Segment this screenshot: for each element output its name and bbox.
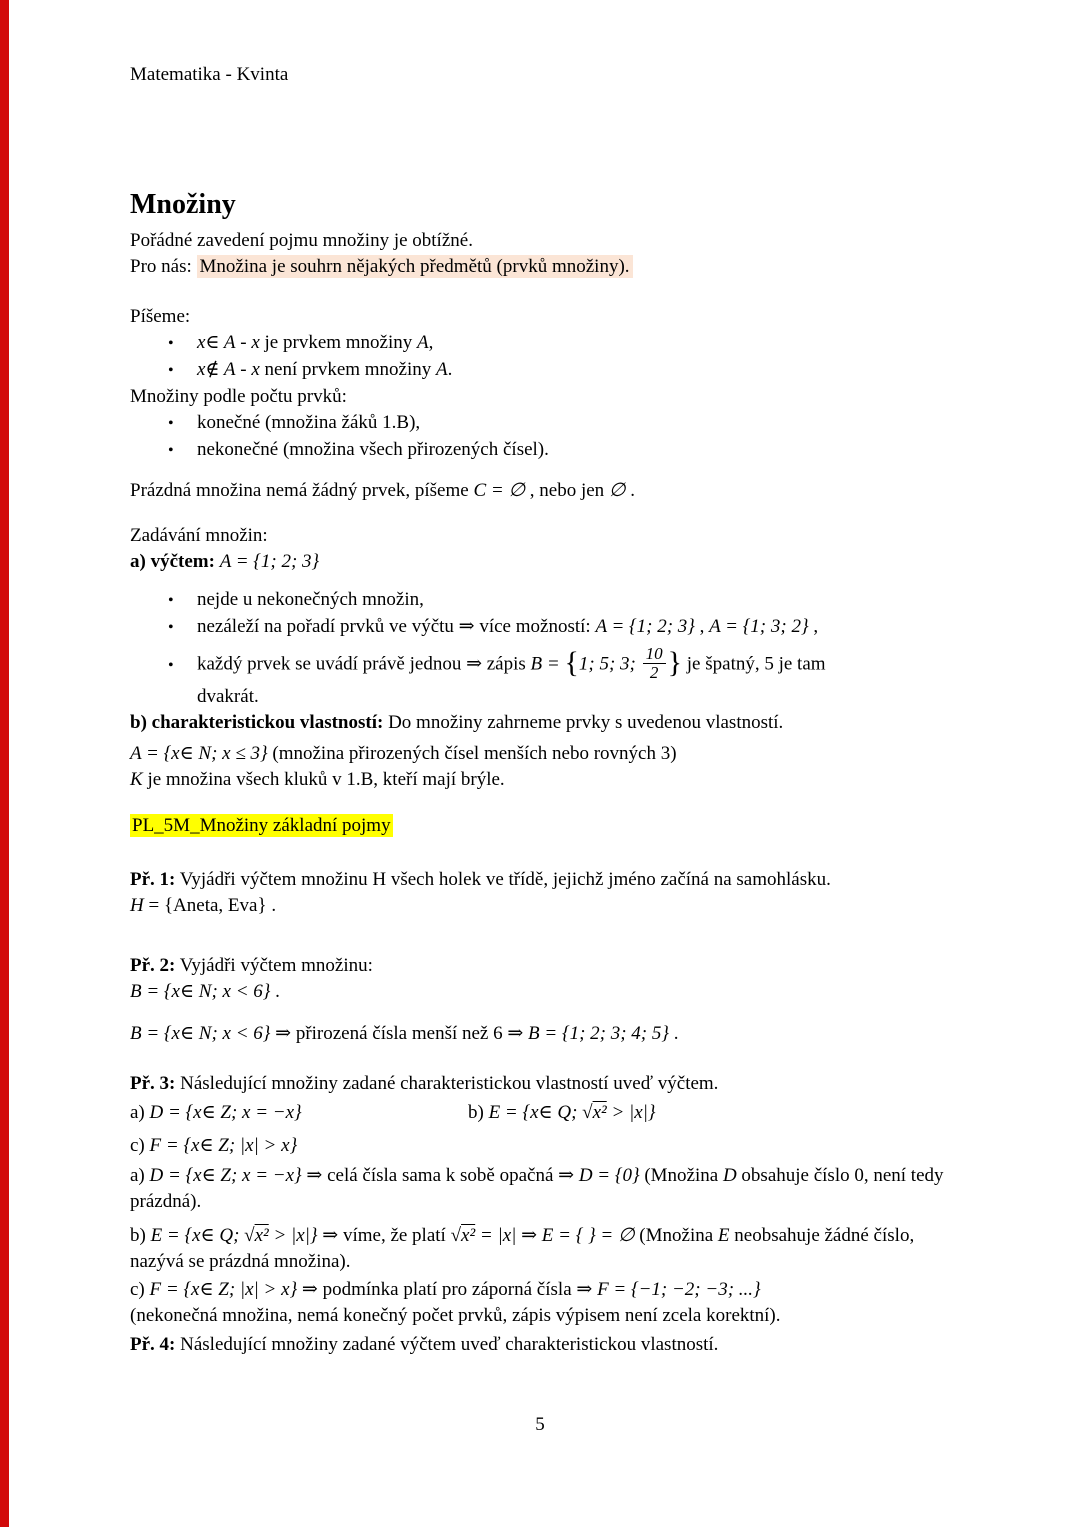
text-run: , — [808, 616, 819, 637]
math-expr: C = ∅ — [473, 480, 526, 501]
math-expr: x∉ A — [197, 359, 236, 380]
math-expr: x — [251, 332, 260, 353]
text-run: . — [625, 480, 635, 501]
example-4-heading — [130, 1332, 954, 1358]
text-run: . — [270, 980, 280, 1002]
vyctem-bold-label: a) výčtem: — [130, 551, 215, 572]
math-expr: A = {1; 2; 3} — [219, 551, 320, 572]
math-expr: > |x|} — [606, 1101, 656, 1123]
section-title: Množiny — [130, 189, 236, 220]
bullet-text: nejde u nekonečných množin, — [197, 589, 424, 610]
fraction-denominator: 2 — [649, 662, 659, 682]
implies-arrow: ⇒ — [458, 616, 475, 637]
example-number: Př. 1: — [130, 868, 176, 890]
bullet-icon: • — [168, 656, 174, 674]
char-example-line-2 — [130, 767, 954, 793]
example-2-solution — [130, 1021, 954, 1047]
example-3-solution-c — [130, 1277, 954, 1303]
implies-arrow: ⇒ — [466, 653, 482, 675]
math-expr: F = {x∈ Z; |x| > x} — [149, 1134, 298, 1156]
item-label: a) — [130, 1164, 150, 1186]
math-expr: ∅ — [608, 480, 626, 501]
item-label: a) — [130, 1101, 150, 1123]
text-run: každý prvek se uvádí právě jednou — [197, 653, 467, 675]
math-expr: D = {x∈ Z; x = −x} — [149, 1101, 302, 1123]
text-run: Následující množiny zadané charakteristickou vlastností uveď výčtem. — [175, 1072, 719, 1094]
intro-line-2 — [130, 254, 954, 280]
example-3-items-ab — [130, 1100, 954, 1126]
example-3-heading — [130, 1071, 954, 1097]
implies-arrow: ⇒ — [558, 1164, 575, 1186]
example-number: Př. 3: — [130, 1072, 176, 1094]
math-expr: K — [130, 768, 143, 790]
podle-poctu-label: Množiny podle počtu prvků: — [130, 386, 347, 407]
example-3-item-c — [130, 1133, 954, 1159]
math-expr: E = {x∈ Q; √ — [150, 1224, 255, 1246]
math-expr: D = {x∈ Z; x = −x} — [149, 1164, 302, 1186]
text-run: je množina všech kluků v 1.B, kteří mají brýle. — [142, 768, 505, 790]
math-expr: A = {x∈ N; x ≤ 3} — [130, 742, 268, 764]
text-run: přirozená čísla menší než 6 — [291, 1022, 508, 1044]
implies-arrow: ⇒ — [275, 1022, 292, 1044]
item-label: b) — [130, 1224, 151, 1246]
math-expr: E — [717, 1224, 730, 1246]
text-run: . — [447, 359, 453, 380]
text-run: (Množina — [634, 1224, 718, 1246]
text-run: Následující množiny zadané výčtem uveď charakteristickou vlastností. — [175, 1333, 719, 1355]
implies-arrow: ⇒ — [507, 1022, 524, 1044]
worksheet-highlight: PL_5M_Množiny základní pojmy — [132, 814, 391, 836]
text-run: je špatný, 5 je tam — [682, 653, 826, 675]
doc-header: Matematika - Kvinta — [130, 64, 289, 85]
intro-prefix: Pro nás: — [130, 256, 197, 277]
set-definition-highlight: Množina je souhrn nějakých předmětů (prvků množiny). — [197, 255, 633, 278]
math-expr: B = — [530, 653, 565, 675]
example-3-solution-c-note: (nekonečná množina, nemá konečný počet prvků, zápis výpisem není zcela korektní). — [130, 1304, 781, 1326]
piseme-label: Píšeme: — [130, 306, 191, 327]
math-expr: A = {1; 2; 3} — [595, 616, 695, 637]
text-run: Do množiny zahrneme prvky s uvedenou vlastností. — [383, 711, 784, 733]
text-run: zápis — [482, 653, 531, 675]
text-run: , — [428, 332, 434, 353]
text-run: je prvkem množiny — [259, 332, 418, 353]
item-a — [130, 1100, 468, 1126]
bullet-text — [197, 644, 954, 684]
text-run: . — [668, 1022, 679, 1044]
worksheet-link-label — [130, 813, 954, 839]
text-run: není prvkem množiny — [259, 359, 437, 380]
char-vlastnost-line — [130, 710, 954, 736]
text-run: Prázdná množina nemá žádný prvek, píšeme — [130, 480, 474, 501]
red-margin-stripe — [0, 0, 9, 1527]
bullet-text — [197, 614, 954, 640]
text-run: více možností: — [474, 616, 596, 637]
math-expr: x — [251, 359, 260, 380]
bullet-icon: • — [168, 362, 174, 379]
implies-arrow: ⇒ — [521, 1224, 538, 1246]
text-run: - — [235, 359, 252, 380]
math-expr: A — [436, 359, 448, 380]
fraction-numerator: 10 — [643, 645, 666, 664]
bullet-icon: • — [168, 592, 174, 609]
text-run: (množina přirozených čísel menších nebo rovných 3) — [267, 742, 677, 764]
math-expr: E = { } = ∅ — [541, 1224, 635, 1246]
example-number: Př. 2: — [130, 954, 176, 976]
implies-arrow: ⇒ — [576, 1278, 593, 1300]
bullet-continuation: dvakrát. — [197, 685, 259, 707]
bullet-text — [197, 330, 954, 356]
example-1-answer — [130, 893, 954, 919]
math-expr: D = {0} — [578, 1164, 640, 1186]
vyctem-line — [130, 549, 954, 575]
char-bold-label: b) charakteristickou vlastností: — [130, 711, 384, 733]
vyctem-bullet-1 — [130, 587, 954, 614]
vyctem-bullet-3 — [130, 644, 954, 684]
math-expr: F = {−1; −2; −3; ...} — [597, 1278, 761, 1300]
text-run: neobsahuje žádné číslo, nazývá se prázdná množina). — [130, 1224, 915, 1272]
text-run: = {Aneta, Eva} . — [143, 894, 277, 916]
math-expr: F = {x∈ Z; |x| > x} — [149, 1278, 298, 1300]
podle-poctu-bullet-1 — [130, 410, 954, 437]
text-run: podmínka platí pro záporná čísla — [317, 1278, 577, 1300]
vyctem-bullet-2 — [130, 614, 954, 641]
text-run: (Množina — [639, 1164, 723, 1186]
item-b — [468, 1100, 656, 1126]
math-expr: x∈ A — [197, 332, 236, 353]
radicand: x² — [461, 1224, 476, 1246]
bullet-text: konečné (množina žáků 1.B), — [197, 412, 421, 433]
math-expr: = |x| — [475, 1224, 517, 1246]
example-2-heading — [130, 953, 954, 979]
math-expr: D — [722, 1164, 737, 1186]
bullet-icon: • — [168, 442, 174, 459]
text-run: obsahuje číslo 0, není tedy prázdná). — [130, 1164, 944, 1212]
text-run: Vyjádři výčtem množinu H všech holek ve třídě, jejichž jméno začíná na samohlásku. — [175, 868, 831, 890]
text-run: nezáleží na pořadí prvků ve výčtu — [197, 616, 459, 637]
open-brace: { — [564, 646, 579, 680]
text-run: - — [235, 332, 252, 353]
math-expr: A — [417, 332, 429, 353]
zadavani-label: Zadávání množin: — [130, 525, 268, 546]
math-expr: B = {1; 2; 3; 4; 5} — [528, 1022, 669, 1044]
piseme-bullet-2 — [130, 357, 954, 384]
item-label: c) — [130, 1278, 150, 1300]
podle-poctu-bullet-2 — [130, 437, 954, 464]
piseme-bullet-1 — [130, 330, 954, 357]
text-run: víme, že platí — [338, 1224, 451, 1246]
radicand: x² — [254, 1224, 269, 1246]
example-3-solution-b — [130, 1223, 954, 1275]
implies-arrow: ⇒ — [322, 1224, 339, 1246]
bullet-icon: • — [168, 619, 174, 636]
bullet-text — [197, 357, 954, 383]
math-expr: H — [130, 894, 144, 916]
radicand: x² — [592, 1101, 607, 1123]
empty-set-line — [130, 478, 954, 504]
example-2-given — [130, 979, 954, 1005]
implies-arrow: ⇒ — [306, 1164, 323, 1186]
item-label: b) — [468, 1101, 489, 1123]
fraction — [643, 645, 666, 682]
bullet-icon: • — [168, 415, 174, 432]
close-brace: } — [667, 646, 683, 680]
math-expr: B = {x∈ N; x < 6} — [130, 980, 271, 1002]
page-content — [130, 0, 954, 1358]
math-expr: B = {x∈ N; x < 6} — [130, 1022, 271, 1044]
text-run: , — [694, 616, 710, 637]
intro-line-1: Pořádné zavedení pojmu množiny je obtížné. — [130, 230, 473, 251]
text-run: Vyjádři výčtem množinu: — [175, 954, 373, 976]
math-expr: E = {x∈ Q; √ — [488, 1101, 593, 1123]
math-expr: A = {1; 3; 2} — [709, 616, 809, 637]
bullet-text: nekonečné (množina všech přirozených čísel). — [197, 439, 549, 460]
char-example-line — [130, 741, 954, 767]
math-expr: 1; 5; 3; — [578, 653, 641, 675]
text-run: celá čísla sama k sobě opačná — [322, 1164, 559, 1186]
item-label: c) — [130, 1134, 150, 1156]
example-3-solution-a — [130, 1163, 954, 1215]
math-expr: √ — [450, 1224, 462, 1246]
bullet-icon: • — [168, 335, 174, 352]
math-expr: > |x|} — [268, 1224, 318, 1246]
example-number: Př. 4: — [130, 1333, 176, 1355]
page-number: 5 — [535, 1414, 545, 1435]
text-run: , nebo jen — [525, 480, 609, 501]
implies-arrow: ⇒ — [301, 1278, 318, 1300]
example-1-heading — [130, 867, 954, 893]
